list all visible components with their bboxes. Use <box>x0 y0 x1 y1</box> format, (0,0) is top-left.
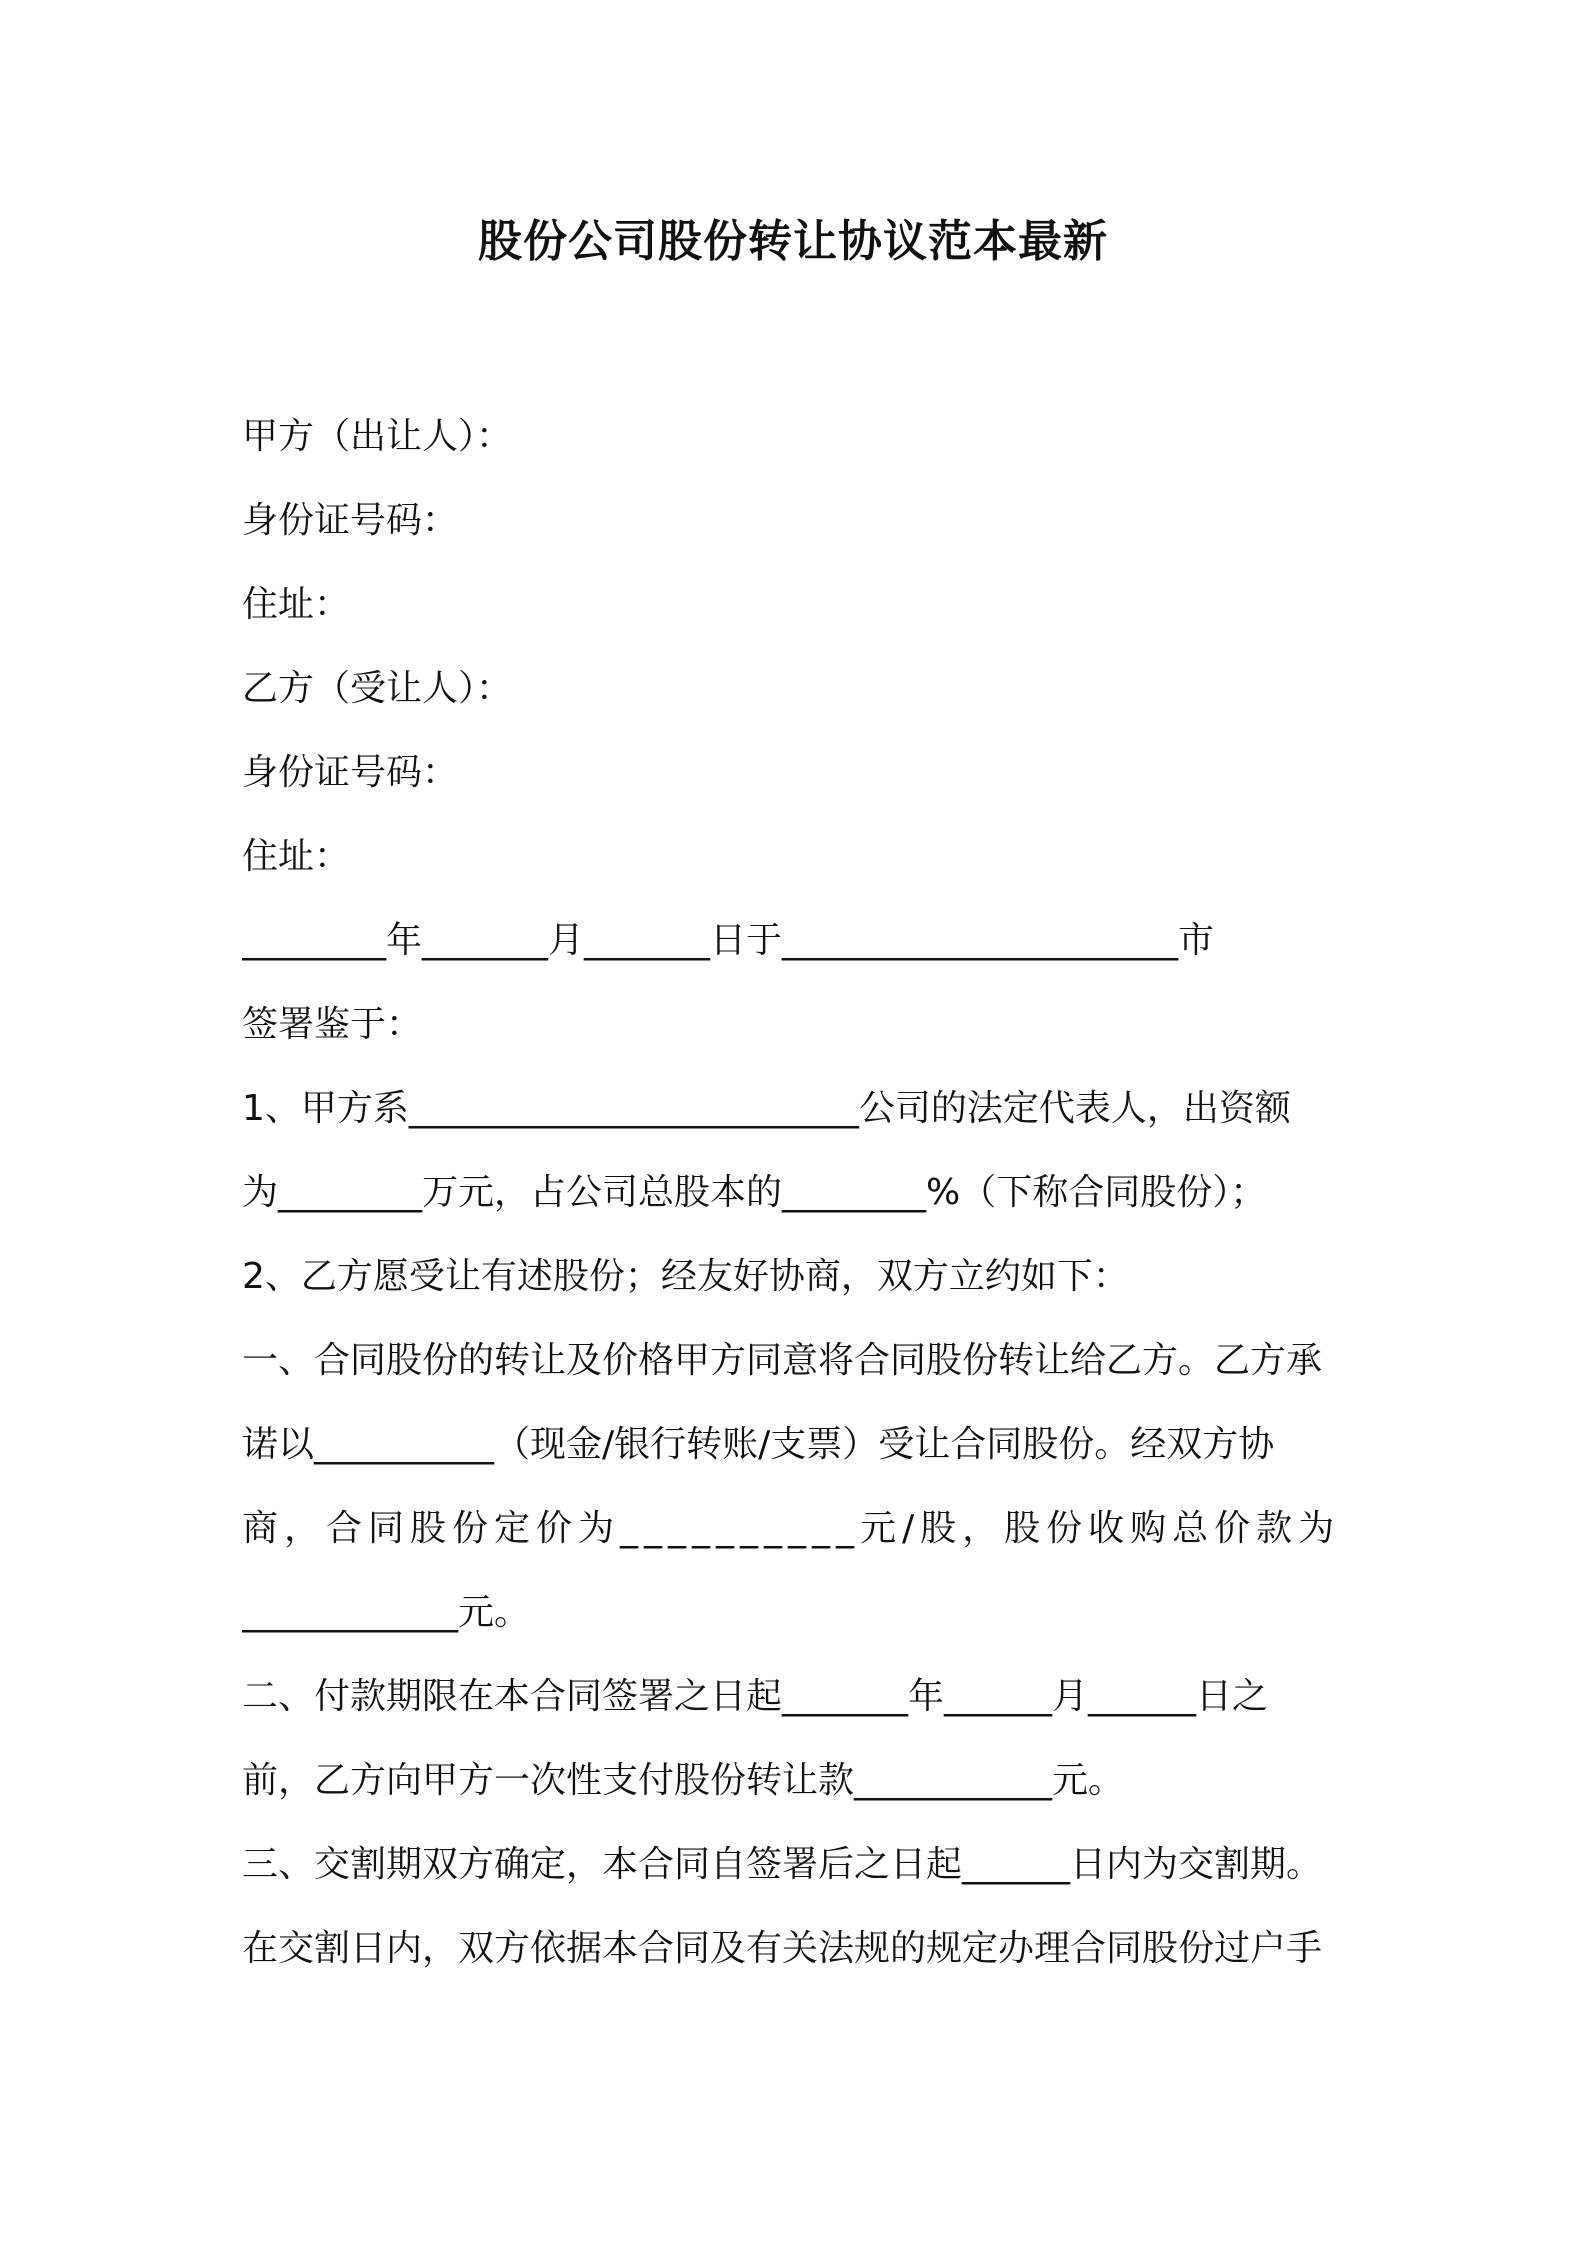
clause-1-line-2: 诺以__________（现金/银行转账/支票）受让合同股份。经双方协 <box>242 1424 1275 1465</box>
whereas-label: 签署鉴于： <box>242 1004 423 1045</box>
party-b-id-number: 身份证号码： <box>242 752 459 793</box>
signing-date-place: ________年_______月_______日于______________________市 <box>242 920 1214 961</box>
document-title: 股份公司股份转让协议范本最新 <box>478 216 1108 267</box>
clause-3-line-1: 三、交割期双方确定，本合同自签署后之日起______日内为交割期。 <box>242 1844 1323 1885</box>
party-a-address: 住址： <box>242 584 351 625</box>
clause-2-line-1: 二、付款期限在本合同签署之日起_______年______月______日之 <box>242 1676 1269 1717</box>
recital-2: 2、乙方愿受让有述股份；经友好协商，双方立约如下： <box>242 1256 1129 1297</box>
clause-2-line-2: 前，乙方向甲方一次性支付股份转让款___________元。 <box>242 1760 1125 1801</box>
party-a-label: 甲方（出让人）： <box>242 416 513 457</box>
recital-1-line-2: 为________万元，占公司总股本的________%（下称合同股份）； <box>242 1172 1267 1213</box>
party-a-id-number: 身份证号码： <box>242 500 459 541</box>
recital-1-line-1: 1、甲方系_________________________公司的法定代表人，出资额 <box>242 1088 1291 1129</box>
party-b-label: 乙方（受让人）： <box>242 668 513 709</box>
clause-3-line-2: 在交割日内，双方依据本合同及有关法规的规定办理合同股份过户手 <box>242 1928 1323 1969</box>
clause-1-line-4: ____________元。 <box>242 1592 531 1633</box>
clause-1-line-1: 一、合同股份的转让及价格甲方同意将合同股份转让给乙方。乙方承 <box>242 1340 1323 1381</box>
clause-1-line-3: 商，合同股份定价为__________元/股，股份收购总价款为 <box>242 1508 1341 1549</box>
party-b-address: 住址： <box>242 836 351 877</box>
